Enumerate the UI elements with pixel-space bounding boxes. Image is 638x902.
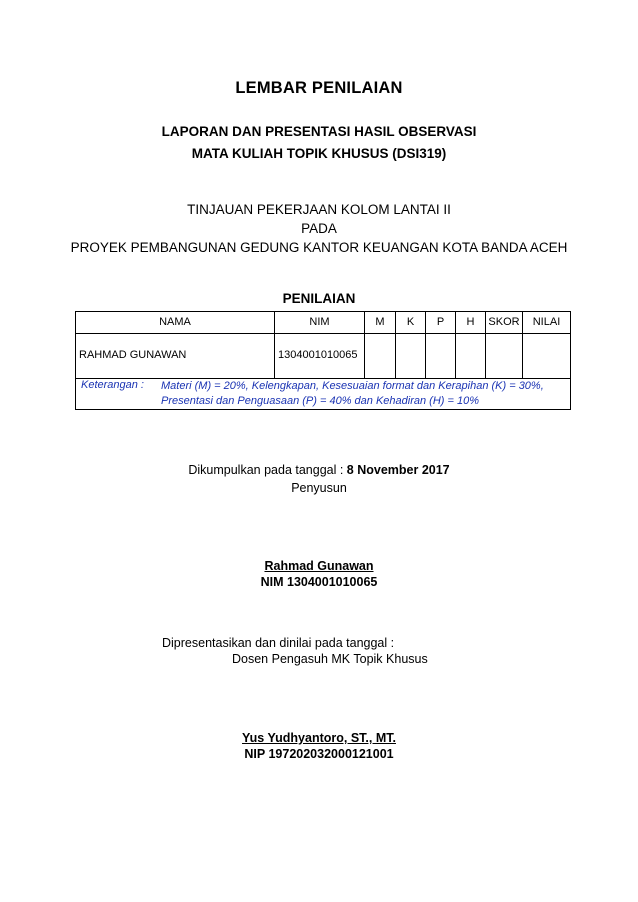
cell-m [365, 334, 396, 379]
cell-nilai [523, 334, 571, 379]
header-nilai: NILAI [523, 312, 571, 334]
note-text: Materi (M) = 20%, Kelengkapan, Kesesuaian format dan Kerapihan (K) = 30%, Presentasi dan Penguasaan (P) = 40% dan Kehadiran (H) = 10% [161, 380, 544, 407]
header-nama: NAMA [76, 312, 275, 334]
cell-h [456, 334, 486, 379]
topic-line-2: PADA [301, 221, 337, 236]
assessment-heading: PENILAIAN [282, 291, 356, 306]
header-m: M [365, 312, 396, 334]
topic-line-1: TINJAUAN PEKERJAAN KOLOM LANTAI II [187, 202, 451, 217]
course-subtitle: MATA KULIAH TOPIK KHUSUS (DSI319) [191, 146, 447, 161]
note-label: Keterangan : [81, 379, 144, 391]
report-subtitle: LAPORAN DAN PRESENTASI HASIL OBSERVASI [161, 124, 477, 139]
cell-k [396, 334, 426, 379]
presentation-label: Dipresentasikan dan dinilai pada tanggal : [162, 636, 395, 650]
document-title: LEMBAR PENILAIAN [235, 79, 403, 97]
lecturer-nip: NIP 197202032000121001 [244, 747, 394, 761]
author-name: Rahmad Gunawan [264, 559, 374, 573]
table-header-row [76, 312, 571, 334]
author-nim: NIM 1304001010065 [260, 575, 378, 589]
assessment-table [75, 311, 571, 410]
note-cell [76, 379, 571, 410]
lecturer-role: Dosen Pengasuh MK Topik Khusus [232, 652, 428, 666]
cell-nim: 1304001010065 [275, 334, 365, 379]
header-nim: NIM [275, 312, 365, 334]
cell-skor [486, 334, 523, 379]
author-role: Penyusun [291, 481, 347, 495]
lecturer-name: Yus Yudhyantoro, ST., MT. [242, 731, 396, 745]
submission-date: 8 November 2017 [346, 463, 450, 477]
header-k: K [396, 312, 426, 334]
submission-date-line [0, 463, 638, 477]
cell-p [426, 334, 456, 379]
table-note-row [76, 379, 571, 410]
table-row [76, 334, 571, 379]
header-skor: SKOR [486, 312, 523, 334]
topic-line-3: PROYEK PEMBANGUNAN GEDUNG KANTOR KEUANGAN KOTA BANDA ACEH [70, 240, 568, 255]
header-p: P [426, 312, 456, 334]
header-h: H [456, 312, 486, 334]
submission-label: Dikumpulkan pada tanggal : [188, 463, 347, 477]
cell-nama: RAHMAD GUNAWAN [76, 334, 275, 379]
